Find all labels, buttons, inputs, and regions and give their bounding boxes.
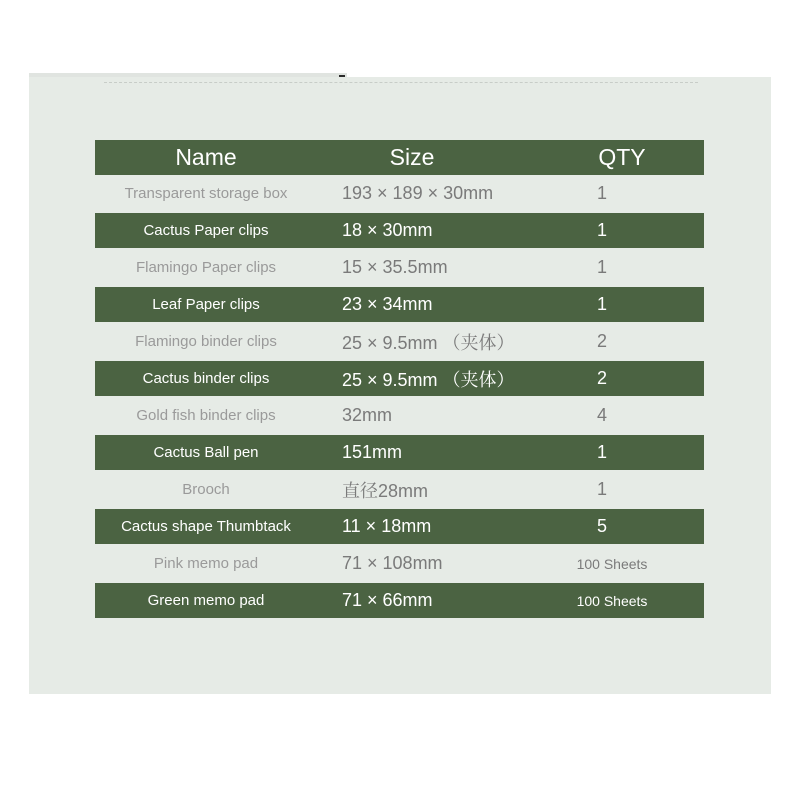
row-size: 193 × 189 × 30mm — [342, 183, 494, 203]
row-qty: 2 — [596, 368, 607, 388]
table-row — [95, 249, 704, 286]
header-qty: QTY — [598, 144, 646, 170]
row-name: Flamingo Paper clips — [135, 259, 277, 276]
row-name: Flamingo binder clips — [135, 333, 277, 350]
table-row — [95, 323, 704, 360]
row-qty: 100 Sheets — [576, 592, 648, 609]
row-name: Gold fish binder clips — [136, 407, 276, 424]
row-size: 25 × 9.5mm （夹体） — [342, 369, 515, 390]
header-size: Size — [389, 144, 435, 170]
row-name: Transparent storage box — [124, 185, 288, 202]
row-size: 71 × 66mm — [342, 590, 433, 610]
row-qty: 100 Sheets — [576, 555, 648, 572]
table-header — [95, 140, 704, 175]
row-size: 32mm — [342, 405, 393, 425]
row-size: 23 × 34mm — [342, 294, 433, 314]
header-name: Name — [175, 144, 237, 170]
row-name: Green memo pad — [147, 592, 265, 609]
row-qty: 1 — [596, 442, 607, 462]
row-name: Brooch — [182, 481, 230, 498]
row-size: 71 × 108mm — [342, 553, 443, 573]
row-size: 25 × 9.5mm （夹体） — [342, 332, 515, 353]
row-qty: 1 — [596, 479, 607, 499]
row-qty: 2 — [596, 331, 607, 351]
product-table — [95, 140, 704, 619]
dashed-divider — [104, 82, 698, 83]
table-row — [95, 213, 704, 248]
row-qty: 1 — [596, 294, 607, 314]
table-row — [95, 361, 704, 396]
row-name: Cactus Ball pen — [153, 444, 259, 461]
row-qty: 1 — [596, 220, 607, 240]
table-row — [95, 583, 704, 618]
row-name: Cactus shape Thumbtack — [121, 518, 291, 535]
table-row — [95, 509, 704, 544]
row-size: 15 × 35.5mm — [342, 257, 448, 277]
table-row — [95, 435, 704, 470]
row-name: Pink memo pad — [153, 555, 259, 572]
row-qty: 5 — [596, 516, 607, 536]
row-size: 151mm — [342, 442, 403, 462]
table-row — [95, 175, 704, 212]
row-name: Cactus binder clips — [142, 370, 270, 387]
table-row — [95, 545, 704, 582]
row-size: 直径28mm — [342, 480, 429, 501]
row-name: Cactus Paper clips — [143, 222, 269, 239]
row-size: 11 × 18mm — [342, 516, 432, 536]
table-row — [95, 397, 704, 434]
row-qty: 4 — [596, 405, 607, 425]
row-qty: 1 — [596, 257, 607, 277]
row-name: Leaf Paper clips — [152, 296, 260, 313]
row-qty: 1 — [596, 183, 607, 203]
row-size: 18 × 30mm — [342, 220, 433, 240]
table-row — [95, 471, 704, 508]
table-row — [95, 287, 704, 322]
